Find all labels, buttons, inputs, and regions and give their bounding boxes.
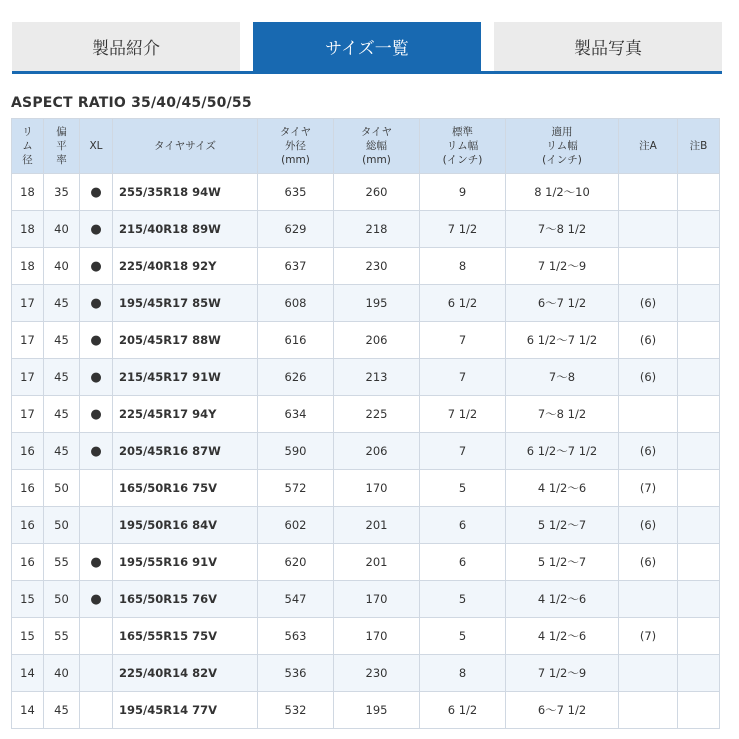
col-tire-size-cell: 255/35R18 94W: [113, 174, 258, 211]
col-tire-size-cell: 215/40R18 89W: [113, 211, 258, 248]
col-aspect-ratio-cell: 55: [44, 618, 80, 655]
col-tire-size-cell: 205/45R16 87W: [113, 433, 258, 470]
col-aspect-ratio-cell: 40: [44, 211, 80, 248]
table-row: [12, 285, 720, 322]
col-total-width-header: [334, 119, 420, 174]
col-tire-size-cell: 195/45R14 77V: [113, 692, 258, 729]
table-row: [12, 248, 720, 285]
col-applicable-rim-cell: 6 1/2〜7 1/2: [506, 433, 619, 470]
col-note-a-cell: (6): [619, 544, 678, 581]
tab-label: 製品写真: [574, 39, 642, 59]
col-rim-diameter-cell: 16: [12, 544, 44, 581]
col-outer-diameter-cell: 626: [258, 359, 334, 396]
col-outer-diameter-cell: 634: [258, 396, 334, 433]
header-text: 標準: [452, 126, 473, 138]
col-applicable-rim-cell: 5 1/2〜7: [506, 507, 619, 544]
col-outer-diameter-cell: 572: [258, 470, 334, 507]
col-standard-rim-cell: 6: [420, 544, 506, 581]
col-xl-cell: [80, 507, 113, 544]
col-note-a-cell: [619, 692, 678, 729]
tab-bar: [12, 22, 722, 74]
col-total-width-cell: 170: [334, 581, 420, 618]
col-outer-diameter-cell: 616: [258, 322, 334, 359]
col-xl-cell: ●: [80, 211, 113, 248]
col-rim-diameter-cell: 18: [12, 248, 44, 285]
col-standard-rim-cell: 5: [420, 581, 506, 618]
header-text: XL: [89, 140, 103, 152]
col-outer-diameter-cell: 563: [258, 618, 334, 655]
col-tire-size-cell: 195/55R16 91V: [113, 544, 258, 581]
col-outer-diameter-cell: 620: [258, 544, 334, 581]
col-outer-diameter-cell: 590: [258, 433, 334, 470]
col-applicable-rim-cell: 6〜7 1/2: [506, 692, 619, 729]
col-note-a-cell: (6): [619, 359, 678, 396]
col-total-width-cell: 201: [334, 507, 420, 544]
col-note-a-cell: [619, 581, 678, 618]
col-rim-diameter-cell: 16: [12, 507, 44, 544]
col-outer-diameter-cell: 629: [258, 211, 334, 248]
col-tire-size-cell: 215/45R17 91W: [113, 359, 258, 396]
col-note-a-cell: (6): [619, 322, 678, 359]
col-standard-rim-cell: 6 1/2: [420, 285, 506, 322]
col-applicable-rim-cell: 7 1/2〜9: [506, 248, 619, 285]
col-xl-cell: ●: [80, 581, 113, 618]
col-xl-cell: ●: [80, 359, 113, 396]
col-note-a-cell: (6): [619, 507, 678, 544]
tab-underline: [12, 71, 722, 74]
col-tire-size-cell: 205/45R17 88W: [113, 322, 258, 359]
table-row: [12, 581, 720, 618]
col-outer-diameter-cell: 602: [258, 507, 334, 544]
col-xl-cell: ●: [80, 544, 113, 581]
col-tire-size-cell: 165/55R15 75V: [113, 618, 258, 655]
header-text: (インチ): [542, 154, 582, 166]
col-tire-size-cell: 225/45R17 94Y: [113, 396, 258, 433]
col-aspect-ratio-header: [44, 119, 80, 174]
table-body: [12, 174, 720, 729]
col-note-b-cell: [678, 655, 720, 692]
col-aspect-ratio-cell: 45: [44, 396, 80, 433]
table-row: [12, 211, 720, 248]
col-tire-size-cell: 165/50R16 75V: [113, 470, 258, 507]
col-note-a-cell: [619, 174, 678, 211]
col-aspect-ratio-cell: 45: [44, 322, 80, 359]
col-total-width-cell: 170: [334, 618, 420, 655]
header-text: 適用: [551, 126, 573, 138]
col-tire-size-cell: 225/40R18 92Y: [113, 248, 258, 285]
table-row: [12, 174, 720, 211]
col-total-width-cell: 206: [334, 322, 420, 359]
col-rim-diameter-cell: 17: [12, 322, 44, 359]
col-note-b-cell: [678, 322, 720, 359]
tab-size-list[interactable]: [253, 22, 481, 71]
header-text: タイヤサイズ: [154, 140, 216, 152]
col-applicable-rim-cell: 7〜8 1/2: [506, 396, 619, 433]
header-text: 偏: [56, 126, 67, 138]
col-rim-diameter-cell: 16: [12, 433, 44, 470]
col-note-b-cell: [678, 174, 720, 211]
col-note-b-cell: [678, 507, 720, 544]
col-note-b-cell: [678, 433, 720, 470]
col-note-a-cell: [619, 655, 678, 692]
col-applicable-rim-cell: 4 1/2〜6: [506, 470, 619, 507]
col-outer-diameter-cell: 608: [258, 285, 334, 322]
header-text: 注B: [689, 140, 708, 152]
col-note-a-cell: [619, 396, 678, 433]
col-xl-cell: ●: [80, 322, 113, 359]
col-total-width-cell: 213: [334, 359, 420, 396]
col-total-width-cell: 201: [334, 544, 420, 581]
col-note-b-cell: [678, 285, 720, 322]
col-applicable-rim-cell: 6 1/2〜7 1/2: [506, 322, 619, 359]
col-note-b-cell: [678, 581, 720, 618]
col-note-b-cell: [678, 396, 720, 433]
col-standard-rim-cell: 8: [420, 655, 506, 692]
header-text: リ: [22, 126, 33, 138]
col-total-width-cell: 260: [334, 174, 420, 211]
table-row: [12, 433, 720, 470]
col-applicable-rim-cell: 8 1/2〜10: [506, 174, 619, 211]
col-total-width-cell: 230: [334, 248, 420, 285]
size-table: [11, 118, 720, 729]
col-total-width-cell: 195: [334, 692, 420, 729]
table-row: [12, 470, 720, 507]
col-note-b-header: [678, 119, 720, 174]
col-total-width-cell: 170: [334, 470, 420, 507]
col-outer-diameter-header: [258, 119, 334, 174]
col-rim-diameter-cell: 18: [12, 174, 44, 211]
col-total-width-cell: 225: [334, 396, 420, 433]
header-text: (インチ): [442, 154, 483, 166]
col-rim-diameter-cell: 16: [12, 470, 44, 507]
col-total-width-cell: 218: [334, 211, 420, 248]
table-row: [12, 507, 720, 544]
col-standard-rim-cell: 7: [420, 322, 506, 359]
header-text: 外径: [285, 140, 306, 152]
col-note-a-header: [619, 119, 678, 174]
table-row: [12, 655, 720, 692]
col-aspect-ratio-cell: 45: [44, 359, 80, 396]
col-outer-diameter-cell: 635: [258, 174, 334, 211]
col-standard-rim-cell: 7 1/2: [420, 211, 506, 248]
col-rim-diameter-cell: 18: [12, 211, 44, 248]
col-standard-rim-cell: 8: [420, 248, 506, 285]
col-applicable-rim-cell: 4 1/2〜6: [506, 581, 619, 618]
col-applicable-rim-cell: 7 1/2〜9: [506, 655, 619, 692]
tab-product-intro[interactable]: [12, 22, 240, 71]
col-note-b-cell: [678, 692, 720, 729]
col-xl-cell: [80, 692, 113, 729]
col-aspect-ratio-cell: 45: [44, 692, 80, 729]
col-note-a-cell: [619, 211, 678, 248]
col-aspect-ratio-cell: 35: [44, 174, 80, 211]
col-standard-rim-cell: 9: [420, 174, 506, 211]
table-row: [12, 692, 720, 729]
header-text: 径: [22, 154, 33, 166]
col-note-a-cell: [619, 248, 678, 285]
tab-label: 製品紹介: [92, 39, 160, 59]
tab-product-photos[interactable]: [494, 22, 722, 71]
col-rim-diameter-cell: 14: [12, 655, 44, 692]
col-rim-diameter-cell: 17: [12, 285, 44, 322]
col-aspect-ratio-cell: 50: [44, 470, 80, 507]
col-standard-rim-cell: 7: [420, 359, 506, 396]
col-standard-rim-cell: 7 1/2: [420, 396, 506, 433]
col-note-a-cell: (6): [619, 433, 678, 470]
table-row: [12, 618, 720, 655]
header-text: (mm): [281, 154, 310, 166]
col-note-b-cell: [678, 211, 720, 248]
col-aspect-ratio-cell: 50: [44, 507, 80, 544]
col-outer-diameter-cell: 532: [258, 692, 334, 729]
header-text: 率: [56, 154, 67, 166]
col-rim-diameter-cell: 14: [12, 692, 44, 729]
table-row: [12, 322, 720, 359]
table-header-row: [12, 119, 720, 174]
col-xl-cell: [80, 470, 113, 507]
header-text: ム: [22, 140, 33, 152]
col-rim-diameter-cell: 15: [12, 581, 44, 618]
col-aspect-ratio-cell: 40: [44, 655, 80, 692]
col-tire-size-cell: 195/50R16 84V: [113, 507, 258, 544]
section-title: ASPECT RATIO 35/40/45/50/55: [11, 95, 252, 111]
col-note-a-cell: (6): [619, 285, 678, 322]
col-xl-cell: [80, 618, 113, 655]
col-aspect-ratio-cell: 55: [44, 544, 80, 581]
col-xl-cell: ●: [80, 248, 113, 285]
col-total-width-cell: 195: [334, 285, 420, 322]
col-note-b-cell: [678, 248, 720, 285]
col-note-b-cell: [678, 544, 720, 581]
tab-label: サイズ一覧: [325, 39, 409, 59]
col-total-width-cell: 230: [334, 655, 420, 692]
col-tire-size-header: [113, 119, 258, 174]
col-aspect-ratio-cell: 45: [44, 433, 80, 470]
col-tire-size-cell: 165/50R15 76V: [113, 581, 258, 618]
table-row: [12, 359, 720, 396]
col-rim-diameter-header: [12, 119, 44, 174]
col-applicable-rim-header: [506, 119, 619, 174]
header-text: リム幅: [546, 140, 578, 152]
col-tire-size-cell: 225/40R14 82V: [113, 655, 258, 692]
col-xl-cell: [80, 655, 113, 692]
header-text: タイヤ: [279, 126, 312, 138]
col-outer-diameter-cell: 547: [258, 581, 334, 618]
col-outer-diameter-cell: 536: [258, 655, 334, 692]
col-xl-cell: ●: [80, 433, 113, 470]
col-note-a-cell: (7): [619, 470, 678, 507]
col-xl-cell: ●: [80, 174, 113, 211]
header-text: タイヤ: [360, 126, 393, 138]
col-note-b-cell: [678, 470, 720, 507]
col-xl-cell: ●: [80, 396, 113, 433]
col-applicable-rim-cell: 4 1/2〜6: [506, 618, 619, 655]
col-outer-diameter-cell: 637: [258, 248, 334, 285]
col-applicable-rim-cell: 6〜7 1/2: [506, 285, 619, 322]
col-applicable-rim-cell: 5 1/2〜7: [506, 544, 619, 581]
col-xl-cell: ●: [80, 285, 113, 322]
col-standard-rim-cell: 6 1/2: [420, 692, 506, 729]
col-standard-rim-cell: 6: [420, 507, 506, 544]
col-applicable-rim-cell: 7〜8: [506, 359, 619, 396]
col-xl-header: [80, 119, 113, 174]
header-text: 平: [56, 140, 67, 152]
col-standard-rim-cell: 5: [420, 470, 506, 507]
col-total-width-cell: 206: [334, 433, 420, 470]
table-row: [12, 544, 720, 581]
col-standard-rim-header: [420, 119, 506, 174]
col-note-b-cell: [678, 359, 720, 396]
col-rim-diameter-cell: 17: [12, 359, 44, 396]
header-text: 総幅: [366, 140, 387, 152]
header-text: リム幅: [446, 140, 479, 152]
col-note-a-cell: (7): [619, 618, 678, 655]
col-rim-diameter-cell: 15: [12, 618, 44, 655]
col-aspect-ratio-cell: 45: [44, 285, 80, 322]
col-standard-rim-cell: 7: [420, 433, 506, 470]
col-aspect-ratio-cell: 50: [44, 581, 80, 618]
table-row: [12, 396, 720, 433]
col-note-b-cell: [678, 618, 720, 655]
col-aspect-ratio-cell: 40: [44, 248, 80, 285]
col-applicable-rim-cell: 7〜8 1/2: [506, 211, 619, 248]
header-text: 注A: [639, 140, 657, 152]
col-rim-diameter-cell: 17: [12, 396, 44, 433]
header-text: (mm): [362, 154, 391, 166]
col-tire-size-cell: 195/45R17 85W: [113, 285, 258, 322]
col-standard-rim-cell: 5: [420, 618, 506, 655]
